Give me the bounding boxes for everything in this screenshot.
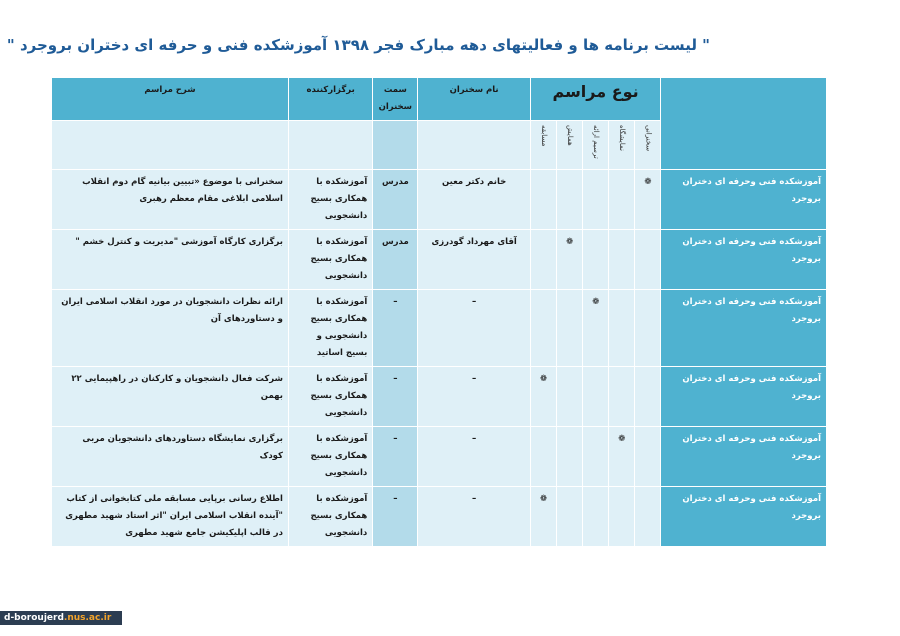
mark-cell	[609, 230, 635, 290]
header-row	[52, 78, 827, 121]
site-prefix: d-boroujerd	[4, 613, 64, 623]
description-cell: برگزاری نمایشگاه دستاوردهای دانشجویان مربی کودک	[52, 427, 289, 487]
mark-cell	[530, 230, 556, 290]
organizer-cell: آموزشکده با همکاری بسیج دانشجویی و بسیج اساتید	[288, 290, 372, 367]
mark-cell	[609, 290, 635, 367]
mark-cell	[583, 367, 609, 427]
org-cell: آموزشکده فنی وحرفه ای دختران بروجرد	[661, 290, 827, 367]
mark-cell: ❁	[530, 487, 556, 547]
mark-cell	[557, 367, 583, 427]
mark-cell	[609, 487, 635, 547]
program-table	[51, 77, 827, 547]
description-cell: شرکت فعال دانشجویان و کارکنان در راهپیمایی ۲۲ بهمن	[52, 367, 289, 427]
speaker-cell: خانم دکتر معین	[418, 170, 530, 230]
speaker-cell: آقای مهرداد گودرزی	[418, 230, 530, 290]
position-cell: –	[373, 367, 418, 427]
subheader-empty	[373, 121, 418, 170]
org-cell: آموزشکده فنی وحرفه ای دختران بروجرد	[661, 367, 827, 427]
org-cell: آموزشکده فنی وحرفه ای دختران بروجرد	[661, 487, 827, 547]
mark-cell: ❁	[530, 367, 556, 427]
mark-cell	[530, 170, 556, 230]
speaker-cell: –	[418, 487, 530, 547]
mark-cell	[583, 487, 609, 547]
mark-cell	[557, 427, 583, 487]
speaker-name-header: نام سخنران	[418, 78, 530, 121]
speaker-position-header: سمت سخنران	[373, 78, 418, 121]
mark-cell	[583, 427, 609, 487]
table-row	[52, 367, 827, 427]
organizer-cell: آموزشکده با همکاری بسیج دانشجویی	[288, 427, 372, 487]
subheader-empty	[418, 121, 530, 170]
speaker-cell: –	[418, 290, 530, 367]
organizer-cell: آموزشکده با همکاری بسیج دانشجویی	[288, 230, 372, 290]
mark-cell	[635, 427, 661, 487]
position-cell: –	[373, 487, 418, 547]
position-cell: مدرس	[373, 230, 418, 290]
description-header: شرح مراسم	[52, 78, 289, 121]
speaker-cell: –	[418, 367, 530, 427]
subheader-exhibition: نمایشگاه	[609, 121, 635, 170]
organizer-header: برگزارکننده	[288, 78, 372, 121]
organizer-cell: آموزشکده با همکاری بسیج دانشجویی	[288, 170, 372, 230]
subheader-presentation: ترسیم ارائه	[583, 121, 609, 170]
mark-cell	[530, 427, 556, 487]
table-row	[52, 487, 827, 547]
subheader-competition: مسابقه	[530, 121, 556, 170]
org-cell: آموزشکده فنی وحرفه ای دختران بروجرد	[661, 170, 827, 230]
position-cell: –	[373, 427, 418, 487]
position-cell: –	[373, 290, 418, 367]
mark-cell: ❁	[557, 230, 583, 290]
organizer-cell: آموزشکده با همکاری بسیج دانشجویی	[288, 487, 372, 547]
description-cell: ارائه نظرات دانشجویان در مورد انقلاب اسلامی ایران و دستاوردهای آن	[52, 290, 289, 367]
organizer-cell: آموزشکده با همکاری بسیج دانشجویی	[288, 367, 372, 427]
mark-cell	[557, 290, 583, 367]
table-row	[52, 230, 827, 290]
description-cell: سخنرانی با موضوع «تبیین بیانیه گام دوم انقلاب اسلامی ابلاغی مقام معظم رهبری	[52, 170, 289, 230]
description-cell: اطلاع رسانی برپایی مسابقه ملی کتابخوانی از کتاب "آینده انقلاب اسلامی ایران "اثر استاد شهید مطهری در قالب اپلیکیشن جامع شهید مطهری	[52, 487, 289, 547]
site-watermark	[0, 611, 122, 625]
subheader-empty	[52, 121, 289, 170]
mark-cell	[557, 170, 583, 230]
mark-cell: ❁	[635, 170, 661, 230]
org-cell: آموزشکده فنی وحرفه ای دختران بروجرد	[661, 427, 827, 487]
mark-cell	[530, 290, 556, 367]
speaker-cell: –	[418, 427, 530, 487]
mark-cell	[609, 367, 635, 427]
table-row	[52, 170, 827, 230]
mark-cell	[635, 367, 661, 427]
mark-cell	[583, 170, 609, 230]
subheader-empty	[288, 121, 372, 170]
ceremony-type-header: نوع مراسم	[530, 78, 661, 121]
org-column-header	[661, 78, 827, 170]
mark-cell	[557, 487, 583, 547]
mark-cell	[635, 487, 661, 547]
org-cell: آموزشکده فنی وحرفه ای دختران بروجرد	[661, 230, 827, 290]
site-domain: .nus.ac.ir	[63, 613, 112, 623]
page-title: " لیست برنامه ها و فعالیتهای دهه مبارک فجر ۱۳۹۸ آموزشکده فنی و حرفه ای دختران بروجرد "	[6, 36, 710, 54]
mark-cell: ❁	[609, 427, 635, 487]
position-cell: مدرس	[373, 170, 418, 230]
description-cell: برگزاری کارگاه آموزشی "مدیریت و کنترل خشم "	[52, 230, 289, 290]
mark-cell	[635, 230, 661, 290]
table-row	[52, 427, 827, 487]
table-row	[52, 290, 827, 367]
mark-cell	[583, 230, 609, 290]
subheader-conference: همایش	[557, 121, 583, 170]
mark-cell	[635, 290, 661, 367]
mark-cell	[609, 170, 635, 230]
mark-cell: ❁	[583, 290, 609, 367]
subheader-lecture: سخنرانی	[635, 121, 661, 170]
